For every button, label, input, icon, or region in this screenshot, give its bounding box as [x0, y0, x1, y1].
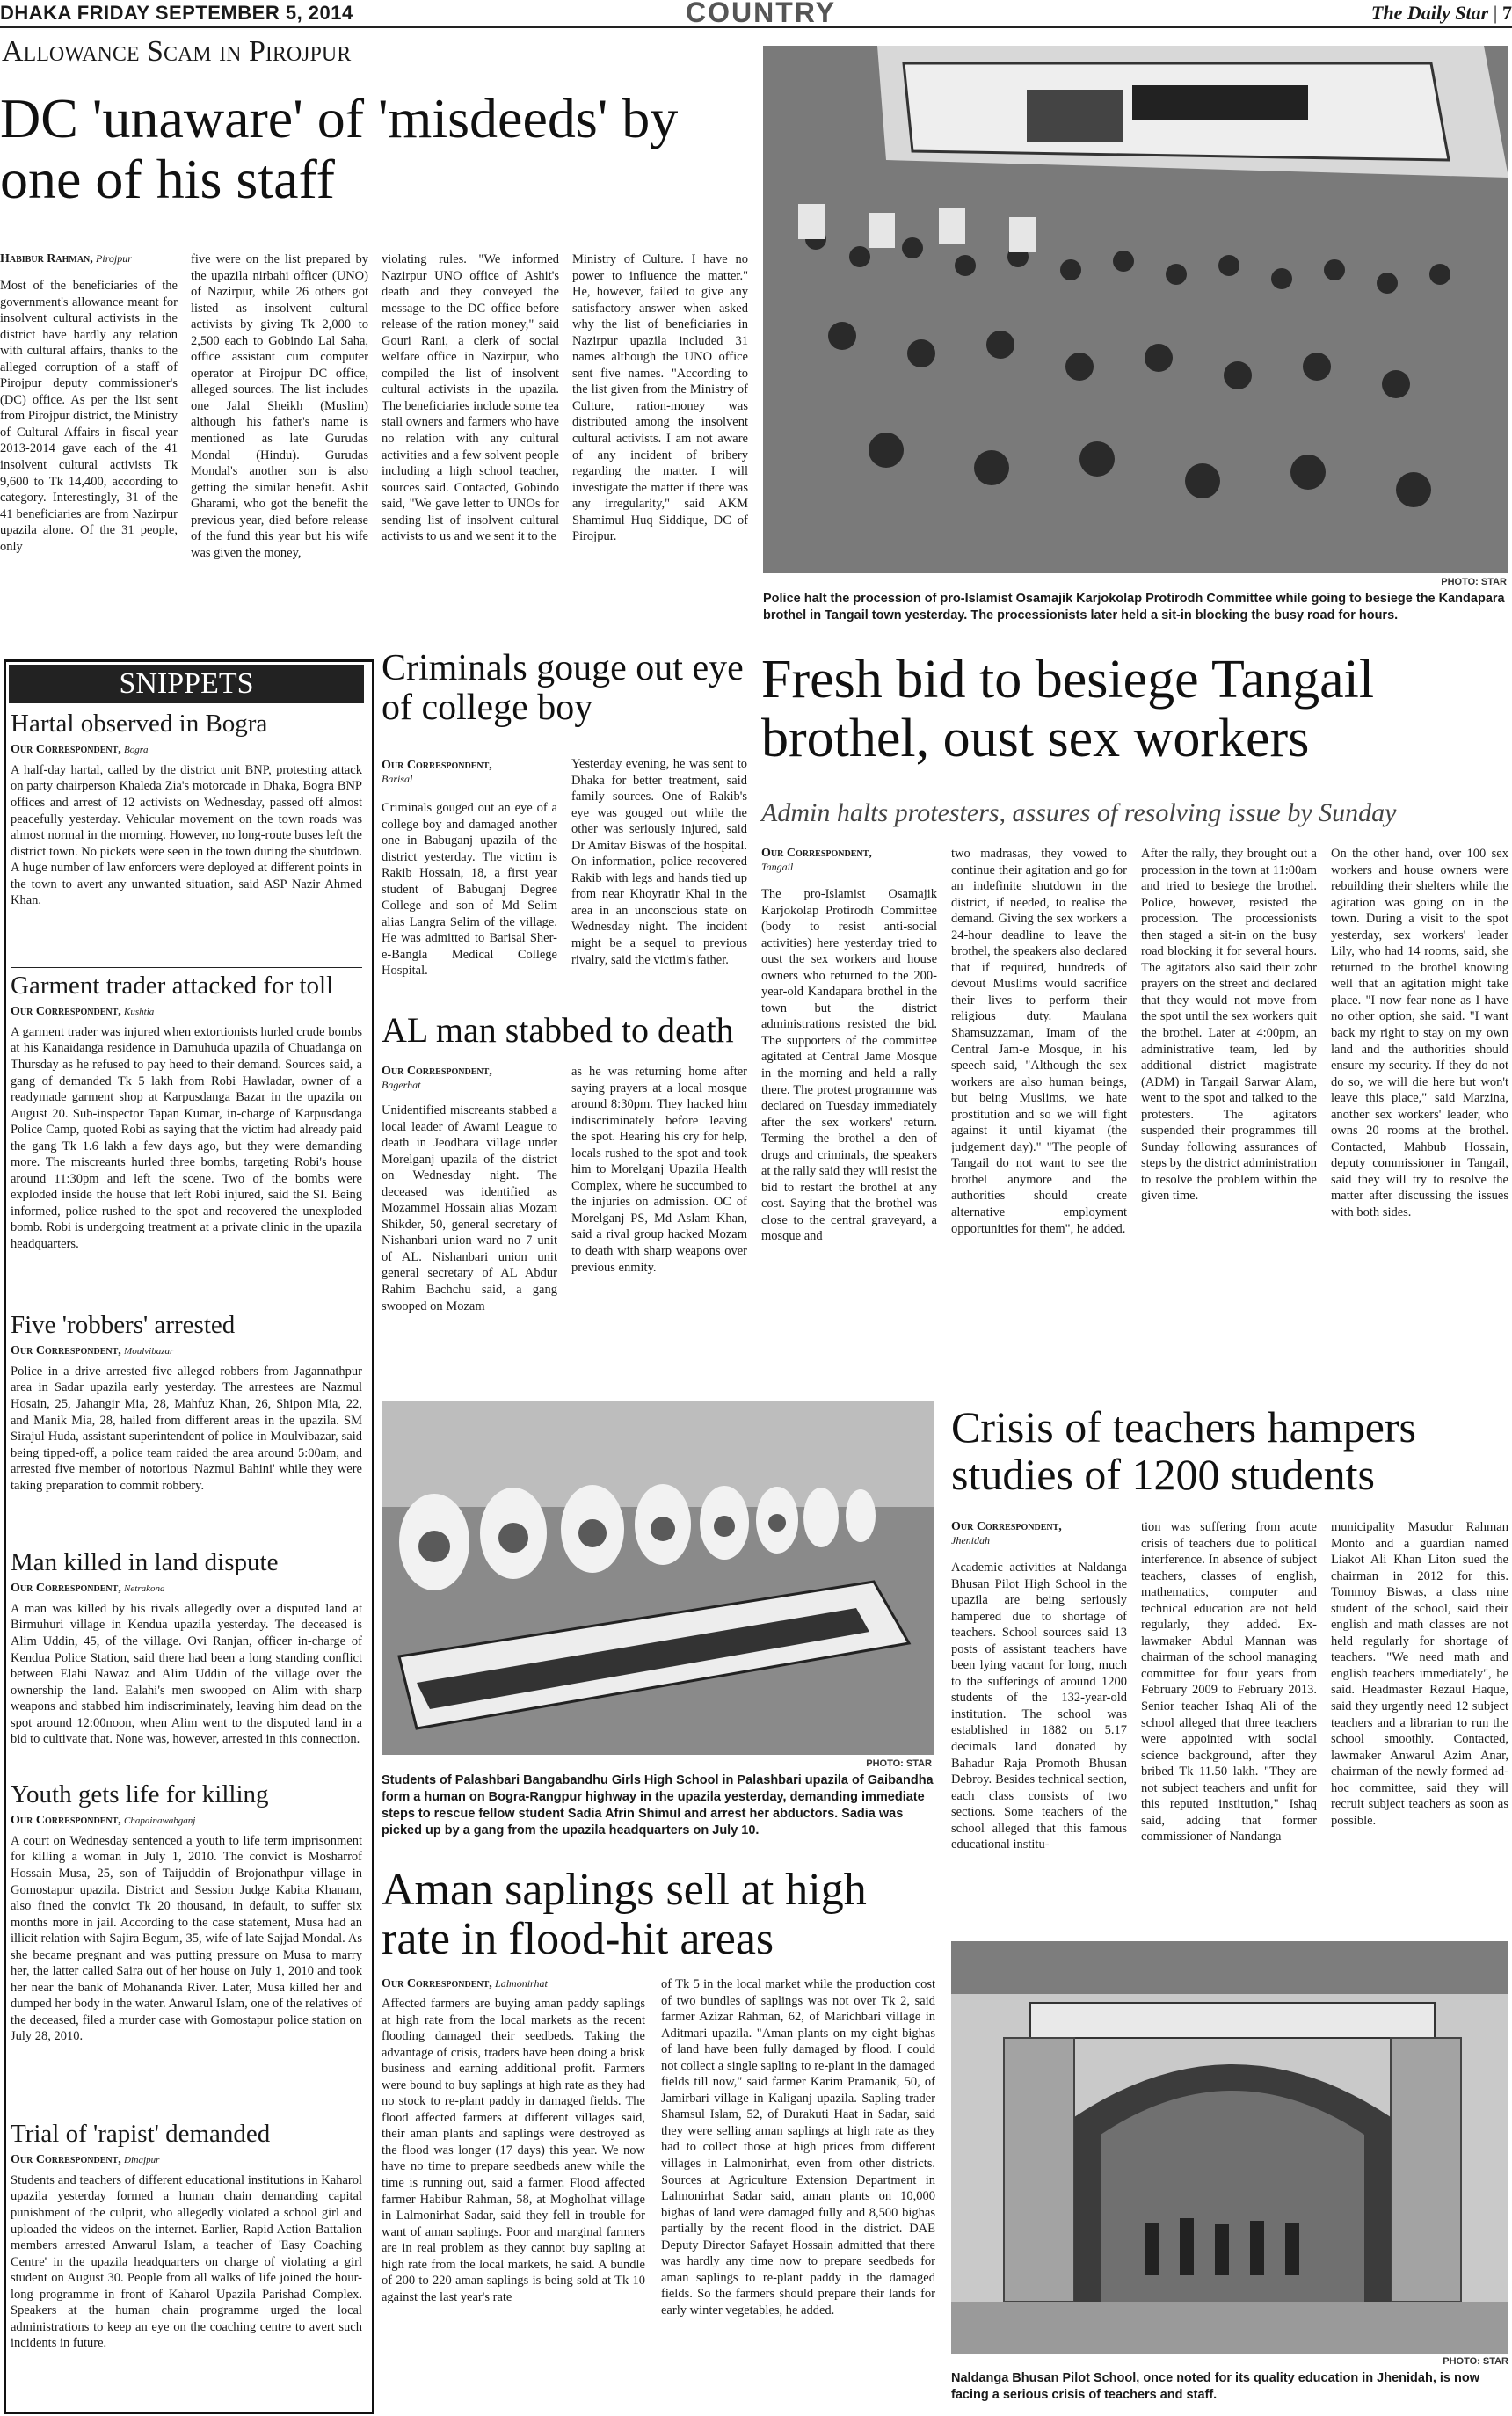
- procession-photo: [763, 46, 1508, 573]
- criminals-col-2: Yesterday evening, he was sent to Dhaka for better treatment, said family sources. One of Rakib's eye was gouged out while the other was seriously injured, said Dr Amitav Biswas of the hospital. On information, police recovered Rakib with legs and hands tied up from near Khoyratir Khal in the area in an unconscious state on Wednesday night. The incident might be a sequel to previous rivalry, said the victim's father.: [571, 757, 747, 967]
- lead-headline: DC 'unaware' of 'misdeeds' by one of his staff: [0, 87, 679, 211]
- snippet-byline: Our Correspondent, Moulvibazar: [11, 1343, 174, 1357]
- snippet-2: [11, 972, 362, 1306]
- snippet-headline: Man killed in land dispute: [11, 1548, 279, 1576]
- snippet-text: A man was killed by his rivals allegedly over a disputed land at Birmuhuri village in Kendua upazila yesterday. The deceased is Alim Uddin, 45, of the village. Ovi Ranjan, officer in-charge of Kendua Police Station, said there had been a long standing conflict between Elahi Nawaz and Alim Uddin of the village over the ownership the land. Ealahi's men swooped on Alim with sharp weapons and stabbed him indiscriminately, leaving him dead on the spot around 12:00noon, when Alim went to the disputed land in a bid to cultivate that. None was, however, arrested in this connection.: [11, 1601, 362, 1747]
- lead-col-3: violating rules. "We informed Nazirpur UNO office of Ashit's death and they conveyed the message to the DC office before release of the ration money," said Gouri Rani, a clerk of social welfare office in Nazirpur, who compiled the list of insolvent cultural activists in the upazila. The beneficiaries include some tea stall owners and farmers who have no relation with any cultural activities and a few solvent people including a high school teacher, sources said. Contacted, Gobindo said, "We gave letter to UNOs for sending list of insolvent cultural activists to us and we sent it to the: [382, 252, 559, 544]
- lead-col-2: five were on the list prepared by the upazila nirbahi officer (UNO) of Nazirpur, while 26 others got listed as insolvent cultural activists by giving Tk 2,000 to 2,500 each to Gobindo Lal Saha, office assistant cum computer operator at Pirojpur DC office, alleged sources. The list includes one Jalal Sheikh (Muslim) although his father's name is mentioned as late Gurudas Mondal (Hindu). Gurudas Mondal's another son is also getting the similar benefit. Ashit Gharami, who got the benefit the previous year, died before release of the fund this year but his wife was given the money,: [191, 252, 368, 560]
- teachers-headline: Crisis of teachers hampers studies of 1200 students: [951, 1402, 1417, 1499]
- tangail-col-4: On the other hand, over 100 sex workers and house owners were rebuilding their shelters while the agitation was going on in the town. During a visit to the spot yesterday, sex workers' leader Lily, who had 14 rooms, said, she returned to the brothel knowing well that an agitation might take place. "I now fear none as I have no other option, she said. "I want back my right to stay on my own land and the authorities should ensure my security. If they do not do so, we will die here but won't leave this place," said Marzina, another sex workers' leader, who owns 20 rooms at the brothel. Contacted, Mahbub Hossain, deputy commissioner in Tangail, said they will try to resolve the matter after discussing the issues with both sides.: [1331, 847, 1508, 1220]
- procession-illustration: [763, 46, 1508, 573]
- lead-kicker: Allowance Scam in Pirojpur: [2, 35, 352, 68]
- snippet-4: [11, 1549, 362, 1805]
- stabbed-byline: Our Correspondent, Bagerhat: [382, 1065, 492, 1091]
- snippet-headline: Garment trader attacked for toll: [11, 971, 334, 1000]
- criminals-byline: Our Correspondent, Barisal: [382, 759, 492, 785]
- snippet-text: Police in a drive arrested five alleged robbers from Jagannathpur area in Sadar upazila early yesterday. The arrestees are Nazmul Hosain, 25, Jahangir Mia, 28, Mahfuz Khan, 26, Shipon Mia, 22, and Manik Mia, 28, hailed from different areas in the upazila. SM Sirajul Huda, assistant superintendent of police in Moulvibazar, said being tipped-off, a police team raided the area around 5:00am, and arrested five member of notorious 'Nazmul Bahini' while they were taking preparation to commit robbery.: [11, 1364, 362, 1493]
- snippet-byline: Our Correspondent, Dinajpur: [11, 2152, 160, 2166]
- teachers-col-3: municipality Masudur Rahman Monto and a guardian named Liakot Ali Khan Liton sued the chairman in 2012 for this. Tommoy Biswas, a class nine student of the school, said their english and math classes are not held regularly for shortage of teachers. "We need math and english teachers immediately", he said. Headmaster Rezaul Haque, said they urgently need 12 subject teachers and a librarian to run the school smoothly. Contacted, lawmaker Anwarul Azim Anar, chairman of the newly formed ad-hoc committee, said they will recruit subject teachers as soon as possible.: [1331, 1520, 1508, 1828]
- snippet-byline: Our Correspondent, Netrakona: [11, 1581, 165, 1595]
- snippets-title: SNIPPETS: [9, 665, 364, 703]
- snippet-byline: Our Correspondent, Chapainawabganj: [11, 1813, 196, 1827]
- masthead-right: The Daily Star | 7: [1370, 2, 1512, 24]
- snippet-headline: Youth gets life for killing: [11, 1780, 269, 1808]
- photo3-caption: Naldanga Bhusan Pilot School, once noted for its quality education in Jhenidah, is now facing a serious crisis of teachers and staff.: [951, 2371, 1479, 2402]
- criminals-col-1: Criminals gouged out an eye of a college boy and damaged another one in Babuganj upazila of the district yesterday. The victim is Rakib Hossain, 18, a first year student of Babuganj Degree College and son of Md Selim alias Langra Selim of the village. He was admitted to Barisal Sher-e-Bangla Medical College Hospital.: [382, 801, 557, 979]
- human-chain-illustration: [382, 1401, 934, 1755]
- snippet-byline: Our Correspondent, Kushtia: [11, 1004, 155, 1018]
- snippet-3: [11, 1312, 362, 1568]
- snippet-6: [11, 2121, 362, 2403]
- snippet-divider: [11, 967, 362, 968]
- aman-headline: Aman saplings sell at high rate in flood-hit areas: [382, 1865, 867, 1965]
- snippet-5: [11, 1781, 362, 2132]
- teachers-byline: Our Correspondent, Jhenidah: [951, 1520, 1062, 1546]
- snippet-byline: Our Correspondent, Bogra: [11, 742, 149, 756]
- snippet-text: A half-day hartal, called by the district unit BNP, protesting attack on party chairperson Khaleda Zia's motorcade in Dhaka, Bogra BNP offices and arrest of 12 activists on Wednesday, passed off almost peacefully yesterday. Vehicular movement on the town roads was almost normal in the morning. However, no long-route buses left the district town. No pickets were seen in the town during the shutdown. A huge number of law enforcers were deployed at different points in the town to avert any unwanted situation, said ASP Nazir Ahmed Khan.: [11, 762, 362, 908]
- snippet-headline: Five 'robbers' arrested: [11, 1311, 236, 1339]
- human-chain-photo: [382, 1401, 934, 1755]
- paper-name: The Daily Star: [1370, 2, 1489, 24]
- school-gate-illustration: [951, 1941, 1508, 2354]
- stabbed-col-2: as he was returning home after saying prayers at a local mosque around 8:30pm. They hacked him indiscriminately before leaving the spot. Hearing his cry for help, locals rushed to the spot and took him to Morelganj Upazila Health Complex, where he succumbed to the injuries on admission. OC of Morelganj PS, Md Aslam Khan, said a rival group hacked Mozam to death with sharp weapons over previous enmity.: [571, 1065, 747, 1275]
- criminals-headline: Criminals gouge out eye of college boy: [382, 648, 744, 729]
- school-gate-photo: [951, 1941, 1508, 2354]
- aman-col-1: Affected farmers are buying aman paddy saplings at high rate from the local markets as the recent flooding damaged their seedbeds. Taking the advantage of crisis, traders have been doing a brisk business and earning additional profit. Farmers were bound to buy saplings at high rate as they had no stock to re-plant paddy in damaged fields. The flood affected farmers at different villages said, their aman plants and saplings were destroyed as the flood was longer (17 days) this year. We now have no time to prepare seedbeds anew while the time is running out, said a farmer. Flood affected farmer Habibur Rahman, 58, at Mogholhat village in Lalmonirhat Sadar, said they fell in trouble for want of aman saplings. Poor and marginal farmers are in real problem as they cannot buy sapling at high rate from the local markets, he said. A bundle of 200 to 220 aman saplings is being sold at Tk 10 against the last year's rate: [382, 1997, 645, 2304]
- snippet-headline: Trial of 'rapist' demanded: [11, 2120, 271, 2148]
- photo2-credit: PHOTO: STAR: [866, 1758, 932, 1769]
- tangail-byline: Our Correspondent, Tangail: [761, 847, 872, 873]
- tangail-col-1: The pro-Islamist Osamajik Karjokolap Protirodh Committee (body to resist anti-social activities) here yesterday tried to oust the sex workers and house owners who returned to the 200-year-old Kandapara brothel in the town but the district administrations resisted the bid. The supporters of the committee agitated at Central Jame Mosque in the morning and held a rally there. The protest programme was declared on Tuesday immediately after the sex workers' return. Terming the brothel a den of drugs and criminals, the speakers at the rally said they will resist the bid to restart the brothel at any cost. Saying that the brothel was close to the central graveyard, a mosque and: [761, 887, 937, 1244]
- snippet-text: Students and teachers of different educational institutions in Kaharol upazila yesterday formed a human chain demanding capital punishment of the culprit, who allegedly violated a school girl and uploaded the videos on the internet. Earlier, Rapid Action Battalion members arrested Anwarul Islam, a teacher of 'Easy Coaching Centre' in the upazila headquarters on charge of violating a girl student on August 30. People from all walks of life joined the hour-long programme in front of Kaharol Upazila Parishad Complex. Speakers at the human chain programme urged the local administrations to keep an eye on the coaching centre to avert such incidents in future.: [11, 2172, 362, 2351]
- aman-byline: Our Correspondent, Lalmonirhat: [382, 1977, 548, 1990]
- teachers-col-2: tion was suffering from acute crisis of teachers due to political interference. In absence of subject teachers, classes of english, mathematics, computer and technical education are not held regularly, they added. Ex-lawmaker Abdul Mannan was chairman of the school managing committee for four years from February 2009 to February 2013. Senior teacher Ishaq Ali of the school alleged that three teachers were appointed with social science background, after they bribed Tk 11.50 lakh. "They are not subject teachers and unfit for this reputed institution," Ishaq said, adding that former commissioner of Nandanga: [1141, 1520, 1317, 1845]
- snippet-headline: Hartal observed in Bogra: [11, 710, 268, 738]
- photo2-caption: Students of Palashbari Bangabandhu Girls High School in Palashbari upazila of Gaibandha form a human on Bogra-Rangpur highway in the upazila yesterday, demanding immediate steps to rescue fellow student Sadia Afrin Shimul and arrest her abductors. Sadia was picked up by a gang from the upazila headquarters on July 10.: [382, 1773, 934, 1837]
- photo1-credit: PHOTO: STAR: [1441, 577, 1507, 587]
- teachers-col-1: Academic activities at Naldanga Bhusan Pilot High School in the upazila are being seriously hampered due to shortage of teachers. School sources said 13 posts of assistant teachers have been lying vacant for long, much to the sufferings of around 1200 students of the 132-year-old institution. The school was established in 1882 on 5.17 decimals land donated by Bahadur Raja Promoth Bhusan Debroy. Besides technical section, each class consists of two sections. Some teachers of the school alleged that this famous educational institu-: [951, 1561, 1127, 1852]
- stabbed-headline: AL man stabbed to death: [382, 1010, 734, 1050]
- tangail-subhead: Admin halts protesters, assures of resolving issue by Sunday: [761, 798, 1397, 827]
- tangail-col-2: two madrasas, they vowed to continue their agitation and go for an indefinite shutdown in the district, if needed, to realise the demand. Giving the sex workers a 24-hour deadline to leave the brothel, the speakers also declared that if required, hundreds of devout Muslims would sacrifice their lives to perform their religious duty. Maulana Shamsuzzaman, Imam of the Central Jam-e Mosque, in his speech said, "Although the sex workers are also human beings, but being Muslims, we hate prostitution and so we will fight against it until kiyamat (the judgement day)." "The people of Tangail do not want to see the brothel anymore and the authorities should create alternative employment opportunities for them", he added.: [951, 847, 1127, 1236]
- page-number: 7: [1502, 2, 1512, 24]
- photo3-credit: PHOTO: STAR: [1443, 2356, 1508, 2367]
- tangail-headline: Fresh bid to besiege Tangail brothel, oust sex workers: [761, 650, 1375, 768]
- stabbed-col-1: Unidentified miscreants stabbed a local leader of Awami League to death in Jeodhara village under Morelganj upazila of the district on Wednesday night. The deceased was identified as Mozammel Hossain alias Mozam Shikder, 50, general secretary of Nishanbari union ward no 7 unit of AL. Nishanbari union unit general secretary of AL Abdur Rahim Bachchu said, a gang swooped on Mozam: [382, 1103, 557, 1314]
- aman-col-2: of Tk 5 in the local market while the production cost of two bundles of saplings was not over Tk 2, said farmer Azizar Rahman, 62, of Marichbari village in Aditmari upazila. "Aman plants on my eight bighas of land have been fully damaged by flood. I could not collect a single sapling to re-plant in the damaged fields till now," said farmer Karim Pramanik, 50, of Jamirbari village in Kaliganj upazila. Sapling trader Shamsul Islam, 52, of Durakuti Haat in Sadar, said they were selling aman saplings at high rate as they had to collect those at high prices from different villages in Lalmonirhat, even from other districts. Sources at Agriculture Extension Department in Lalmonirhat Sadar said, aman plants on 10,000 bighas of land were damaged fully and 8,500 bighas partially by the recent flood in the district. DAE Deputy Director Safayet Hossain admitted that there was hardly any time now to prepare seedbeds for aman saplings to re-plant paddy in the damaged fields. So the farmers should prepare their lands for early winter vegetables, he added.: [661, 1977, 935, 2318]
- lead-col-1: Most of the beneficiaries of the government's allowance meant for insolvent cultural activists in the district have hardly any relation with cultural affairs, thanks to the alleged corruption of a staff of Pirojpur deputy commissioner's (DC) office. As per the list sent from Pirojpur district, the Ministry of Cultural Affairs in fiscal year 2013-2014 gave each of the 41 insolvent cultural activists Tk 9,600 to Tk 14,400, according to category. Interestingly, 31 of the 41 beneficiaries are from Nazirpur upazila alone. Of the 31 people, only: [0, 279, 178, 554]
- photo1-caption: Police halt the procession of pro-Islamist Osamajik Karjokolap Protirodh Committee while going to besiege the Kandapara brothel in Tangail town yesterday. The processionists later held a sit-in blocking the busy road for hours.: [763, 592, 1505, 622]
- snippet-1: [11, 710, 362, 933]
- lead-byline: Habibur Rahman, Pirojpur: [0, 252, 132, 266]
- tangail-col-3: After the rally, they brought out a procession in the town at 11:00am and tried to besiege the brothel. Police, however, resisted the procession. The processionists then staged a sit-in on the busy road blocking it for several hours. The agitators also said their zohr prayers on the street and declared that they would not move from the spot until the sex workers quit the brothel. Later at 4:00pm, an administrative team, led by additional district magistrate (ADM) in Tangail Sarwar Alam, went to the spot and talked to the protesters. The agitators suspended their programmes till Sunday following assurances of steps by the district administration to resolve the problem within the given time.: [1141, 847, 1317, 1204]
- masthead-date: DHAKA FRIDAY SEPTEMBER 5, 2014: [0, 2, 353, 24]
- section-name: COUNTRY: [686, 0, 837, 28]
- snippet-text: A court on Wednesday sentenced a youth to life term imprisonment for killing a woman in July 1, 2010. The convict is Mosharrof Hossain Musa, 25, son of Taijuddin of Brojonathpur village in Gomostapur upazila. District and Session Judge Kabita Khanam, also fined the convict Tk 20 thousand, in default, to suffer six months more in jail. According to the case statement, Musa had an illicit relation with Sajira Begum, 35, wife of late Sajjad Mondal. As she became pregnant and was putting pressure on Musa to marry her, the latter called Saira out of her house on July 1, 2010 and took her near the bank of Mohananda River. Later, Musa killed her and dumped her body in the water. Anwarul Islam, one of the relatives of the deceased, filed a murder case with Gomostapur police station on July 28, 2010.: [11, 1833, 362, 2044]
- lead-col-4: Ministry of Culture. I have no power to influence the matter." He, however, failed to give any satisfactory answer when asked why the list of beneficiaries in Nazirpur upazila included 31 names although the UNO office sent five names. "According to the list given from the Ministry of Culture, ration-money was distributed among the insolvent cultural activists. I am not aware of any incident of bribery regarding the matter. I will investigate the matter if there was any irregularity," said AKM Shamimul Huq Siddique, DC of Pirojpur.: [572, 252, 748, 544]
- snippet-text: A garment trader was injured when extortionists hurled crude bombs at his Kanaidanga residence in Damuhuda upazila of Chuadanga on Thursday as he refused to pay heed to their demand. Sources said, a gang of demanded Tk 5 lakh from Robi Hawladar, owner of a readymade garment shop at Karpusdanga Bazar in the upazila on August 20. Sub-inspector Tapan Kumar, in-charge of Karpusdanga Police Camp, quoted Robi as saying that the victim had already paid the gang Tk 1.6 lakh a few days ago, but they were demanding more. The miscreants hurled three bombs, targeting Robi's house around 11:30pm and left the scene. Two of the bombs were exploded inside the house that left Robi injured, said the SI. Being informed, police rushed to the spot and recovered the unexploded bomb. Robi is undergoing treatment at a private clinic in the upazila headquarters.: [11, 1024, 362, 1251]
